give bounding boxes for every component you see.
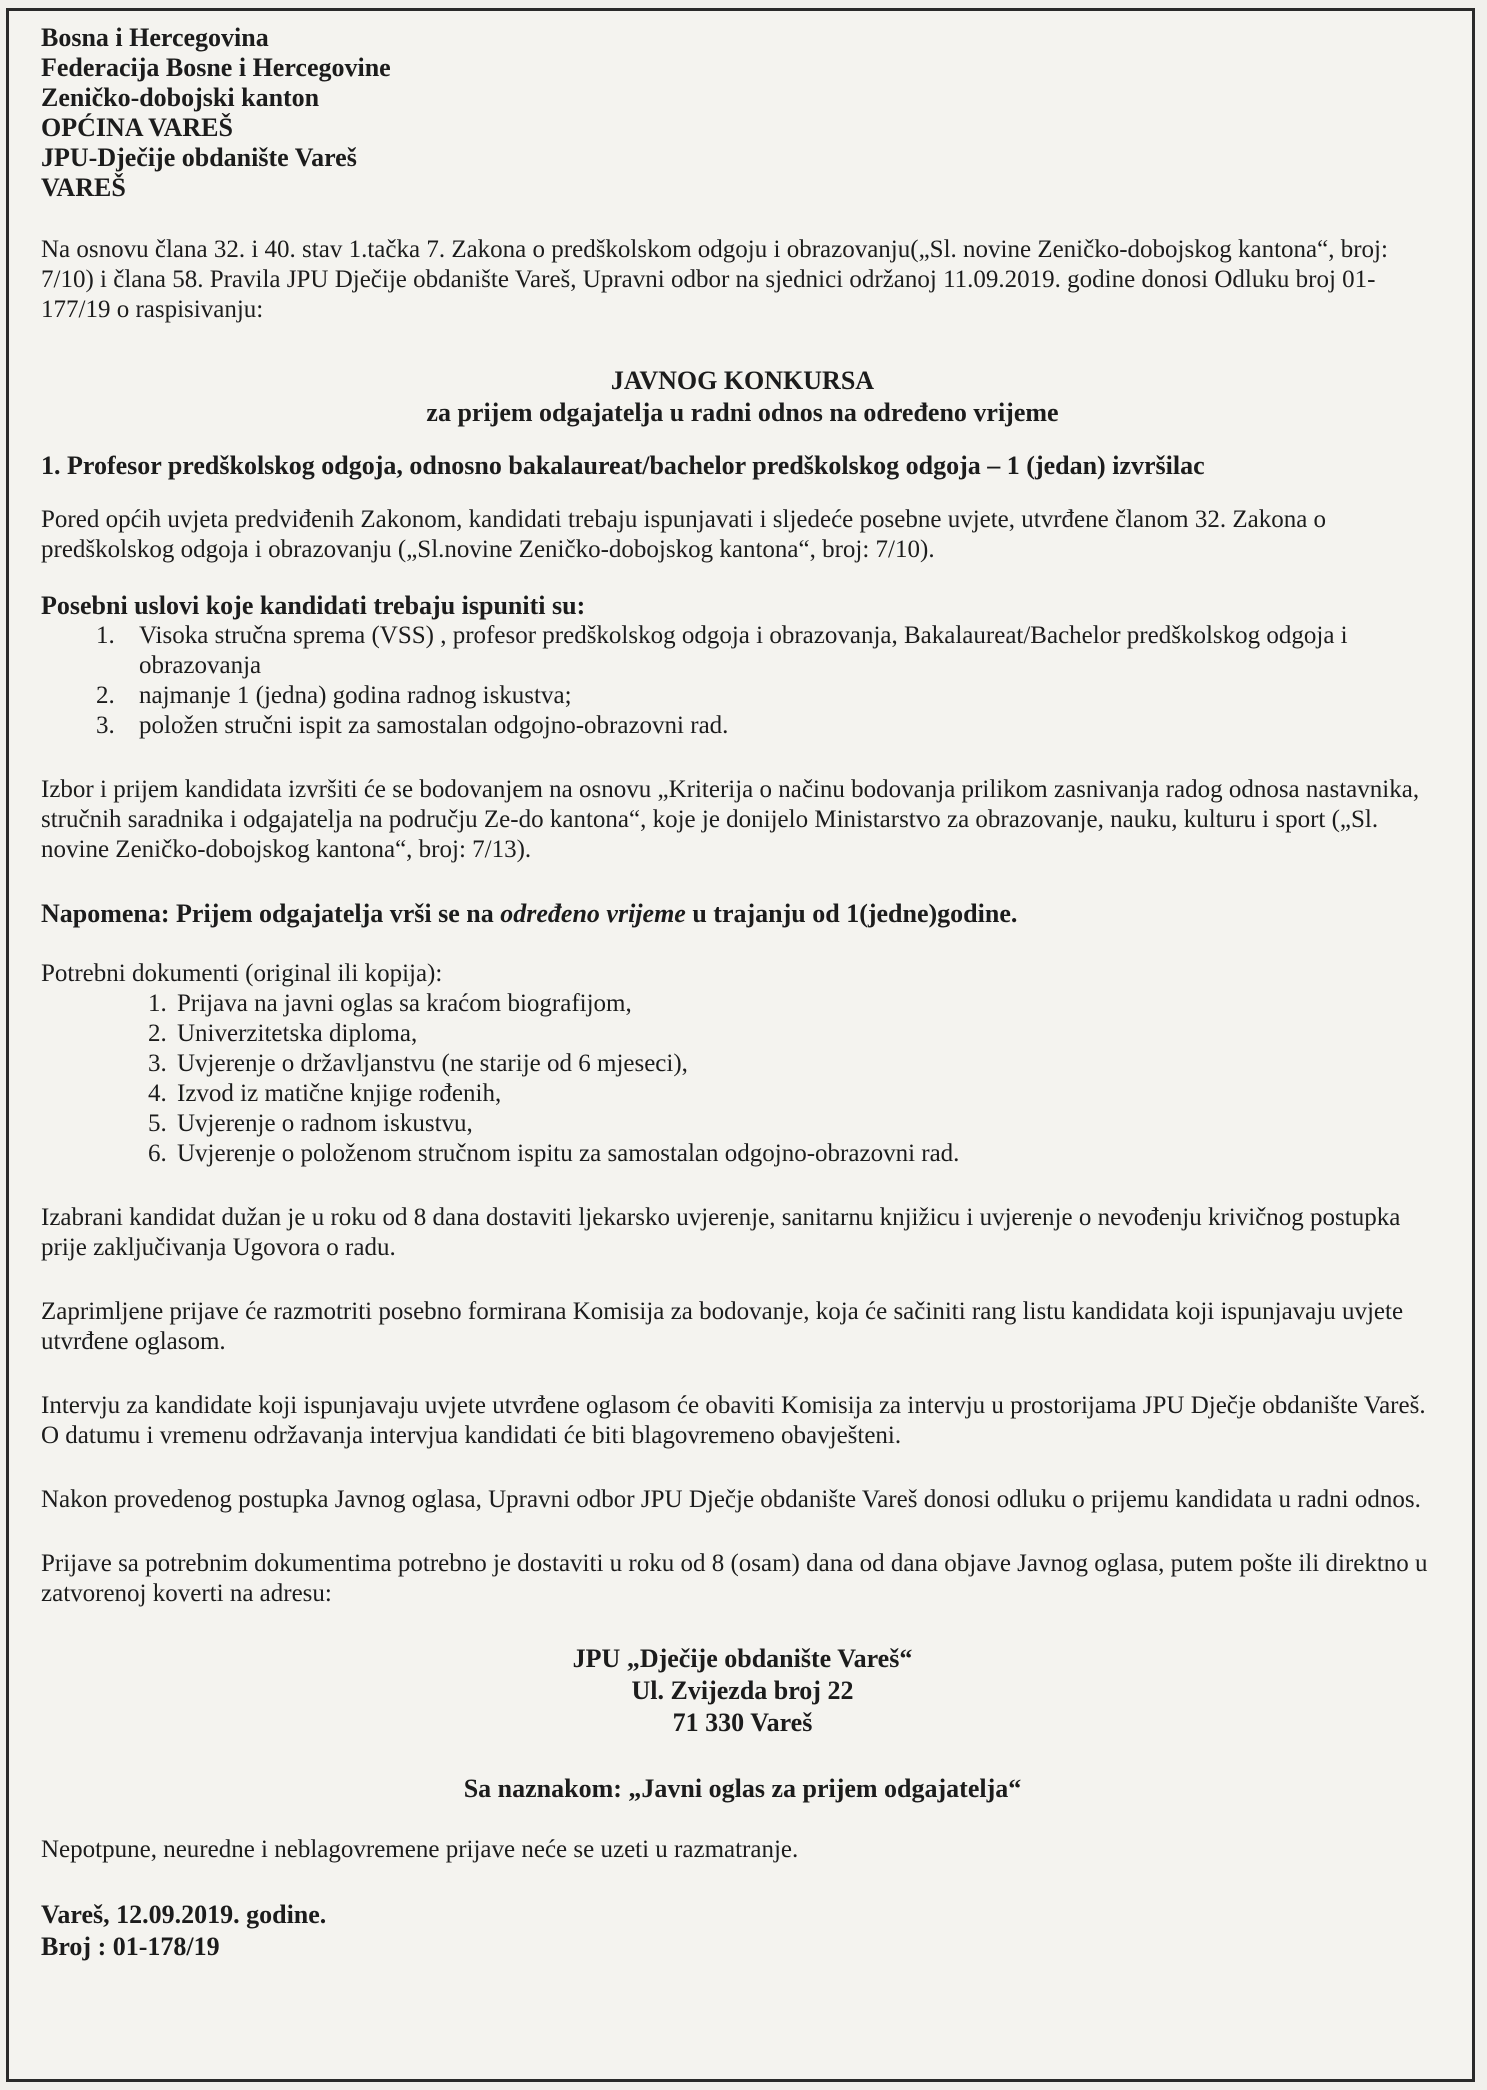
paragraph-submission: Prijave sa potrebnim dokumentima potrebno je dostaviti u roku od 8 (osam) dana od dana objave Javnog oglasa, putem pošte ili direktno u zatvorenoj koverti na adresu: bbox=[41, 1550, 1428, 1607]
position-heading: 1. Profesor predškolskog odgoja, odnosno bakalaureat/bachelor predškolskog odgoja – 1 (jedan) izvršilac bbox=[41, 451, 1205, 480]
list-item: 3. Uvjerenje o državljanstvu (ne starije od 6 mjeseci), bbox=[173, 1049, 1444, 1079]
list-item: 6. Uvjerenje o položenom stručnom ispitu za samostalan odgojno-obrazovni rad. bbox=[173, 1139, 1444, 1169]
list-item: 3. položen stručni ispit za samostalan odgojno-obrazovni rad. bbox=[121, 711, 1444, 741]
note-paragraph bbox=[41, 899, 1444, 929]
header-line-institution: JPU-Dječije obdanište Vareš bbox=[41, 143, 357, 172]
footer-number: Broj : 01-178/19 bbox=[41, 1932, 220, 1961]
special-conditions-title: Posebni uslovi koje kandidati trebaju ispuniti su: bbox=[41, 591, 586, 620]
address-line-city: 71 330 Vareš bbox=[672, 1708, 813, 1737]
note-suffix: u trajanju od 1(jedne)godine. bbox=[685, 899, 1018, 928]
paragraph-decision: Nakon provedenog postupka Javnog oglasa, Upravni odbor JPU Dječje obdanište Vareš donosi odluku o prijemu kandidata u radni odnos. bbox=[41, 1486, 1421, 1513]
paragraph-medical: Izabrani kandidat dužan je u roku od 8 dana dostaviti ljekarsko uvjerenje, sanitarnu knjižicu i uvjerenje o nevođenju krivičnog postupka prije zaključivanja Ugovora o radu. bbox=[41, 1204, 1401, 1261]
selection-paragraph: Izbor i prijem kandidata izvršiti će se bodovanjem na osnovu „Kriterija o načinu bodovanja prilikom zasnivanja radog odnosa nastavnika, stručnih saradnika i odgajatelja na području Ze-do kantona“, koje je donijelo Ministarstvo za obrazovanje, nauku, kulturu i sport („Sl. novine Zeničko-dobojskog kantona“, broj: 7/13). bbox=[41, 776, 1420, 863]
envelope-remark: Sa naznakom: „Javni oglas za prijem odgajatelja“ bbox=[463, 1774, 1022, 1803]
announcement-subtitle: za prijem odgajatelja u radni odnos na određeno vrijeme bbox=[426, 398, 1059, 427]
list-item: 1. Visoka stručna sprema (VSS) , profesor predškolskog odgoja i obrazovanja, Bakalaureat/Bachelor predškolskog odgoja i obrazovanja bbox=[121, 621, 1444, 681]
header-line-municipality: OPĆINA VAREŠ bbox=[41, 113, 233, 142]
header-line-city: VAREŠ bbox=[41, 173, 126, 202]
list-item: 2. najmanje 1 (jedna) godina radnog iskustva; bbox=[121, 681, 1444, 711]
documents-title: Potrebni dokumenti (original ili kopija): bbox=[41, 960, 443, 987]
address-line-institution: JPU „Dječije obdanište Vareš“ bbox=[572, 1644, 913, 1673]
list-item: 2. Univerzitetska diploma, bbox=[173, 1019, 1444, 1049]
header-line-country: Bosna i Hercegovina bbox=[41, 23, 269, 52]
closing-paragraph: Nepotpune, neuredne i neblagovremene prijave neće se uzeti u razmatranje. bbox=[41, 1836, 799, 1863]
note-emphasis: određeno vrijeme bbox=[500, 899, 686, 928]
note-prefix: Napomena: Prijem odgajatelja vrši se na bbox=[41, 899, 501, 928]
document-footer bbox=[41, 1899, 1444, 1963]
paragraph-commission: Zaprimljene prijave će razmotriti posebno formirana Komisija za bodovanje, koja će sačiniti rang listu kandidata koji ispunjavaju uvjete utvrđene oglasom. bbox=[41, 1298, 1404, 1355]
announcement-title: JAVNOG KONKURSA bbox=[610, 366, 875, 395]
list-item: 4. Izvod iz matične knjige rođenih, bbox=[173, 1079, 1444, 1109]
list-item: 5. Uvjerenje o radnom iskustvu, bbox=[173, 1109, 1444, 1139]
issuer-header bbox=[41, 23, 1444, 203]
document-page bbox=[6, 8, 1475, 2082]
document-content bbox=[41, 23, 1444, 1963]
general-conditions: Pored općih uvjeta predviđenih Zakonom, kandidati trebaju ispunjavati i sljedeće posebne uvjete, utvrđene članom 32. Zakona o predškolskog odgoja i obrazovanju („Sl.novine Zeničko-dobojskog kantona“, broj: 7/10). bbox=[41, 506, 1327, 563]
documents-list bbox=[41, 989, 1444, 1169]
header-line-federation: Federacija Bosne i Hercegovine bbox=[41, 53, 391, 82]
intro-paragraph: Na osnovu člana 32. i 40. stav 1.tačka 7. Zakona o predškolskom odgoju i obrazovanju(„Sl. novine Zeničko-dobojskog kantona“, broj: 7/10) i člana 58. Pravila JPU Dječije obdanište Vareš, Upravni odbor na sjednici održanoj 11.09.2019. godine donosi Odluku broj 01-177/19 o raspisivanju: bbox=[41, 236, 1388, 323]
special-conditions-list bbox=[41, 621, 1444, 741]
list-item: 1. Prijava na javni oglas sa kraćom biografijom, bbox=[173, 989, 1444, 1019]
header-line-canton: Zeničko-dobojski kanton bbox=[41, 83, 320, 112]
address-block bbox=[41, 1643, 1444, 1739]
paragraph-interview: Intervju za kandidate koji ispunjavaju uvjete utvrđene oglasom će obaviti Komisija za intervju u prostorijama JPU Dječje obdanište Vareš. O datumu i vremenu održavanja intervjua kandidati će biti blagovremeno obavješteni. bbox=[41, 1392, 1426, 1449]
footer-date: Vareš, 12.09.2019. godine. bbox=[41, 1900, 327, 1929]
address-line-street: Ul. Zvijezda broj 22 bbox=[631, 1676, 854, 1705]
